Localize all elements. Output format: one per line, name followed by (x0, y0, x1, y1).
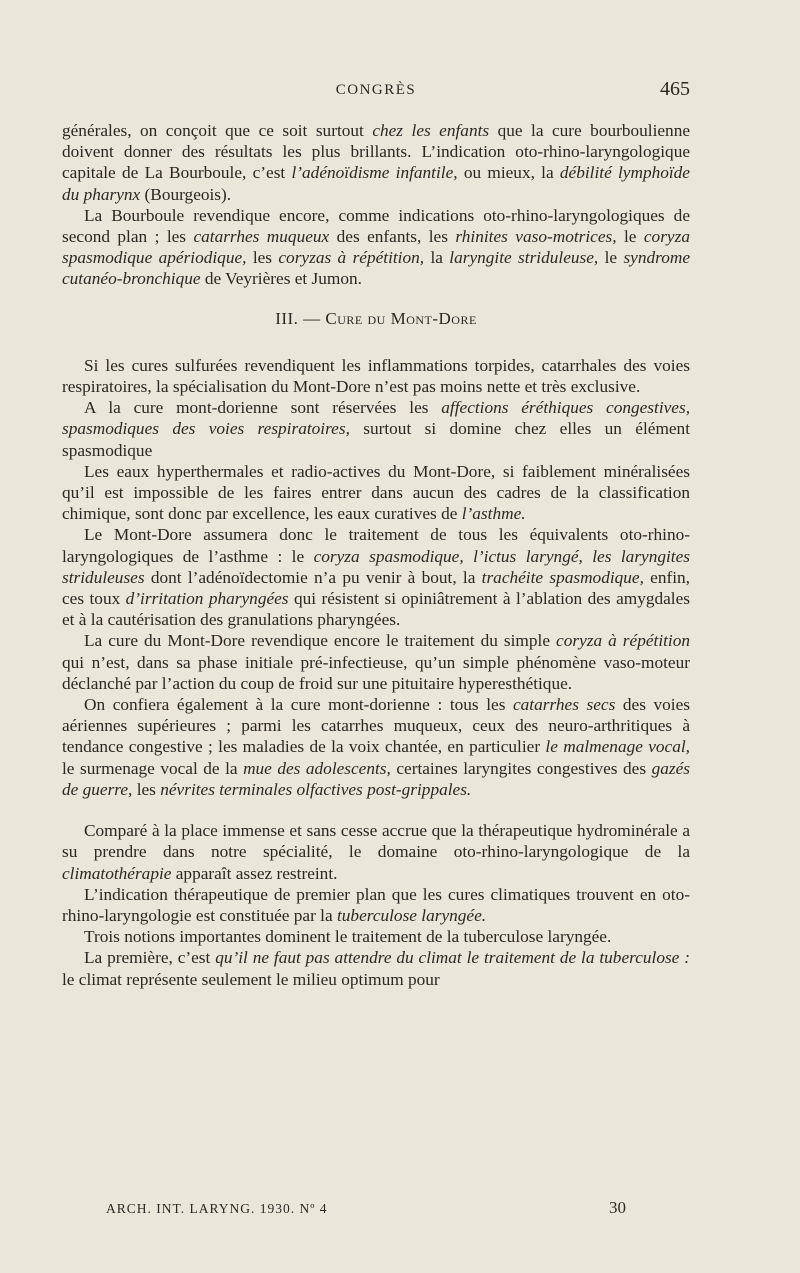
running-head: CONGRÈS (335, 82, 417, 98)
paragraph: On confiera également à la cure mont-dorienne : tous les catarrhes secs des voies aériennes supérieures ; parmi les catarrhes muqueux, ceux des neuro-arthritiques à tendance congestive ; les maladies de la voix chantée, en particulier le malmenage vocal, le surmenage vocal de la mue des adolescents, certaines laryngites congestives des gazés de guerre, les névrites terminales olfactives post-grippales. (62, 695, 690, 799)
paragraph: Les eaux hyperthermales et radio-actives du Mont-Dore, si faiblement minéralisées qu’il est impossible de les faires entrer dans aucun des cadres de la classification chimique, sont donc par excellence, les eaux curatives de l’asthme. (62, 461, 690, 524)
paragraph: A la cure mont-dorienne sont réservées les affections éréthiques congestives, spasmodiques des voies respiratoires, surtout si domine chez elles un élément spasmodique (62, 398, 691, 460)
paragraph: Le Mont-Dore assumera donc le traitement de tous les équivalents oto-rhino-laryngologiques de l’asthme : le coryza spasmodique, l’ictus laryngé, les laryngites striduleuses dont l’adénoïdectomie n’a pu venir à bout, la trachéite spasmodique, enfin, ces toux d’irritation pharyngées qui résistent si opiniâtrement à l’ablation des amygdales et à la cautérisation des granulations pharyngées. (62, 525, 690, 630)
paragraph: La Bourboule revendique encore, comme indications oto-rhino-laryngologiques de second plan ; les catarrhes muqueux des enfants, les rhinites vaso-motrices, le coryza spasmodique apériodique, les coryzas à répétition, la laryngite striduleuse, le syndrome cutanéo-bronchique de Veyrières et Jumon. (62, 205, 690, 289)
paragraph: générales, on conçoit que ce soit surtout chez les enfants que la cure bourboulienne doivent donner des résultats les plus brillants. L’indication oto-rhino-laryngologique capitale de La Bourboule, c’est l’adénoïdisme infantile, ou mieux, la débilité lymphoïde du pharynx (Bourgeois). (62, 121, 691, 204)
paragraph: La première, c’est qu’il ne faut pas attendre du climat le traitement de la tuberculose : le climat représente seulement le milieu optimum pour (62, 948, 690, 989)
page-header (62, 78, 690, 106)
journal-reference: ARCH. INT. LARYNG. 1930. Nº 4 (106, 1201, 328, 1216)
paragraph: La cure du Mont-Dore revendique encore le traitement du simple coryza à répétition qui n’est, dans sa phase initiale pré-infectieuse, qu’un simple phénomène vaso-moteur déclanché par l’action du coup de froid sur une pituitaire hyperesthétique. (62, 631, 691, 693)
section-gap (62, 800, 690, 820)
paragraph: Si les cures sulfurées revendiquent les inflammations torpides, catarrhales des voies respiratoires, la spécialisation du Mont-Dore n’est pas moins nette et très exclusive. (62, 355, 690, 397)
page-number: 465 (660, 78, 690, 100)
paragraph: Comparé à la place immense et sans cesse accrue que la thérapeutique hydrominérale a su prendre dans notre spécialité, le domaine oto-rhino-laryngologique de la climatothérapie apparaît assez restreint. (62, 821, 690, 883)
paragraph: Trois notions importantes dominent le traitement de la tuberculose laryngée. (84, 927, 612, 947)
article-body (62, 120, 690, 990)
signature-mark: 30 (609, 1198, 626, 1217)
paragraph: L’indication thérapeutique de premier plan que les cures climatiques trouvent en oto-rhino-laryngologie est constituée par la tuberculose laryngée. (62, 884, 690, 925)
section-heading: III. — Cure du Mont-Dore (275, 308, 477, 328)
